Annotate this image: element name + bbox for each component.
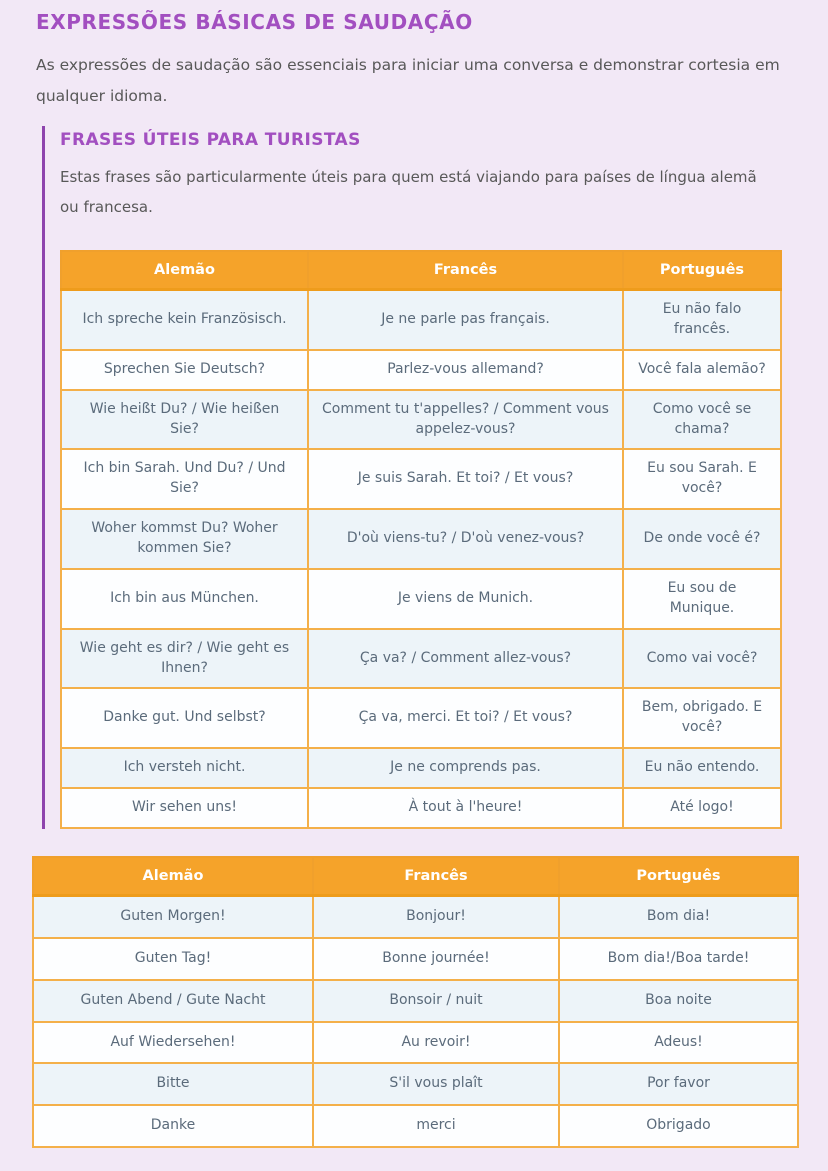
table-cell: À tout à l'heure! [308,788,623,828]
column-header-french: Francês [313,857,559,896]
greetings-table-body [33,895,798,1147]
table-cell: Bom dia! [559,895,798,937]
table-row [61,350,781,390]
table-cell: Bonne journée! [313,938,559,980]
table-cell: Por favor [559,1063,798,1105]
table-cell: Obrigado [559,1105,798,1147]
table-cell: Adeus! [559,1022,798,1064]
table-cell: Boa noite [559,980,798,1022]
table-cell: S'il vous plaît [313,1063,559,1105]
table-cell: Sprechen Sie Deutsch? [61,350,308,390]
table-cell: Eu não entendo. [623,748,781,788]
table-cell: Ich versteh nicht. [61,748,308,788]
table-cell: Ich bin aus München. [61,569,308,629]
table-cell: Você fala alemão? [623,350,781,390]
table-cell: Bom dia!/Boa tarde! [559,938,798,980]
table-cell: Bem, obrigado. E você? [623,688,781,748]
table-cell: De onde você é? [623,509,781,569]
table-cell: Woher kommst Du? Woher kommen Sie? [61,509,308,569]
column-header-portuguese: Português [559,857,798,896]
column-header-french: Francês [308,251,623,290]
table-row [33,1022,798,1064]
table-cell: Ça va, merci. Et toi? / Et vous? [308,688,623,748]
section-description: Estas frases são particularmente úteis para quem está viajando para países de língua alemã ou francesa. [60,168,757,216]
table-cell: Ich spreche kein Französisch. [61,290,308,350]
tourist-phrases-table-body [61,290,781,828]
table-cell: Ich bin Sarah. Und Du? / Und Sie? [61,449,308,509]
table-row [61,629,781,689]
table-cell: Bonjour! [313,895,559,937]
table-row [61,569,781,629]
table-row [33,895,798,937]
table-row [33,980,798,1022]
section-heading: FRASES ÚTEIS PARA TURISTAS [60,130,361,150]
table-row [61,688,781,748]
table-cell: Wie heißt Du? / Wie heißen Sie? [61,390,308,450]
table-row [61,449,781,509]
table-row [33,1063,798,1105]
column-header-portuguese: Português [623,251,781,290]
tourist-phrases-section [42,126,798,829]
table-header-row [33,857,798,896]
table-cell: Como você se chama? [623,390,781,450]
table-cell: Bonsoir / nuit [313,980,559,1022]
table-cell: Auf Wiedersehen! [33,1022,313,1064]
table-cell: Guten Morgen! [33,895,313,937]
table-row [61,748,781,788]
table-row [61,509,781,569]
table-cell: Bitte [33,1063,313,1105]
table-row [61,390,781,450]
table-cell: Eu não falo francês. [623,290,781,350]
table-cell: D'où viens-tu? / D'où venez-vous? [308,509,623,569]
page-title: EXPRESSÕES BÁSICAS DE SAUDAÇÃO [36,10,473,34]
table-cell: Comment tu t'appelles? / Comment vous appelez-vous? [308,390,623,450]
table-cell: Danke [33,1105,313,1147]
table-cell: Wie geht es dir? / Wie geht es Ihnen? [61,629,308,689]
table-row [61,290,781,350]
table-cell: Je ne comprends pas. [308,748,623,788]
table-row [33,1105,798,1147]
table-cell: Eu sou de Munique. [623,569,781,629]
table-cell: merci [313,1105,559,1147]
column-header-german: Alemão [33,857,313,896]
table-cell: Wir sehen uns! [61,788,308,828]
table-cell: Guten Tag! [33,938,313,980]
table-header-row [61,251,781,290]
table-cell: Parlez-vous allemand? [308,350,623,390]
table-cell: Je ne parle pas français. [308,290,623,350]
table-cell: Guten Abend / Gute Nacht [33,980,313,1022]
table-cell: Danke gut. Und selbst? [61,688,308,748]
table-cell: Eu sou Sarah. E você? [623,449,781,509]
table-cell: Como vai você? [623,629,781,689]
tourist-phrases-table [60,250,782,829]
column-header-german: Alemão [61,251,308,290]
table-row [61,788,781,828]
table-row [33,938,798,980]
table-cell: Je viens de Munich. [308,569,623,629]
table-cell: Até logo! [623,788,781,828]
table-cell: Ça va? / Comment allez-vous? [308,629,623,689]
greetings-table [32,856,799,1148]
table-cell: Je suis Sarah. Et toi? / Et vous? [308,449,623,509]
table-cell: Au revoir! [313,1022,559,1064]
intro-paragraph: As expressões de saudação são essenciais para iniciar uma conversa e demonstrar cortesia em qualquer idioma. [36,56,780,105]
